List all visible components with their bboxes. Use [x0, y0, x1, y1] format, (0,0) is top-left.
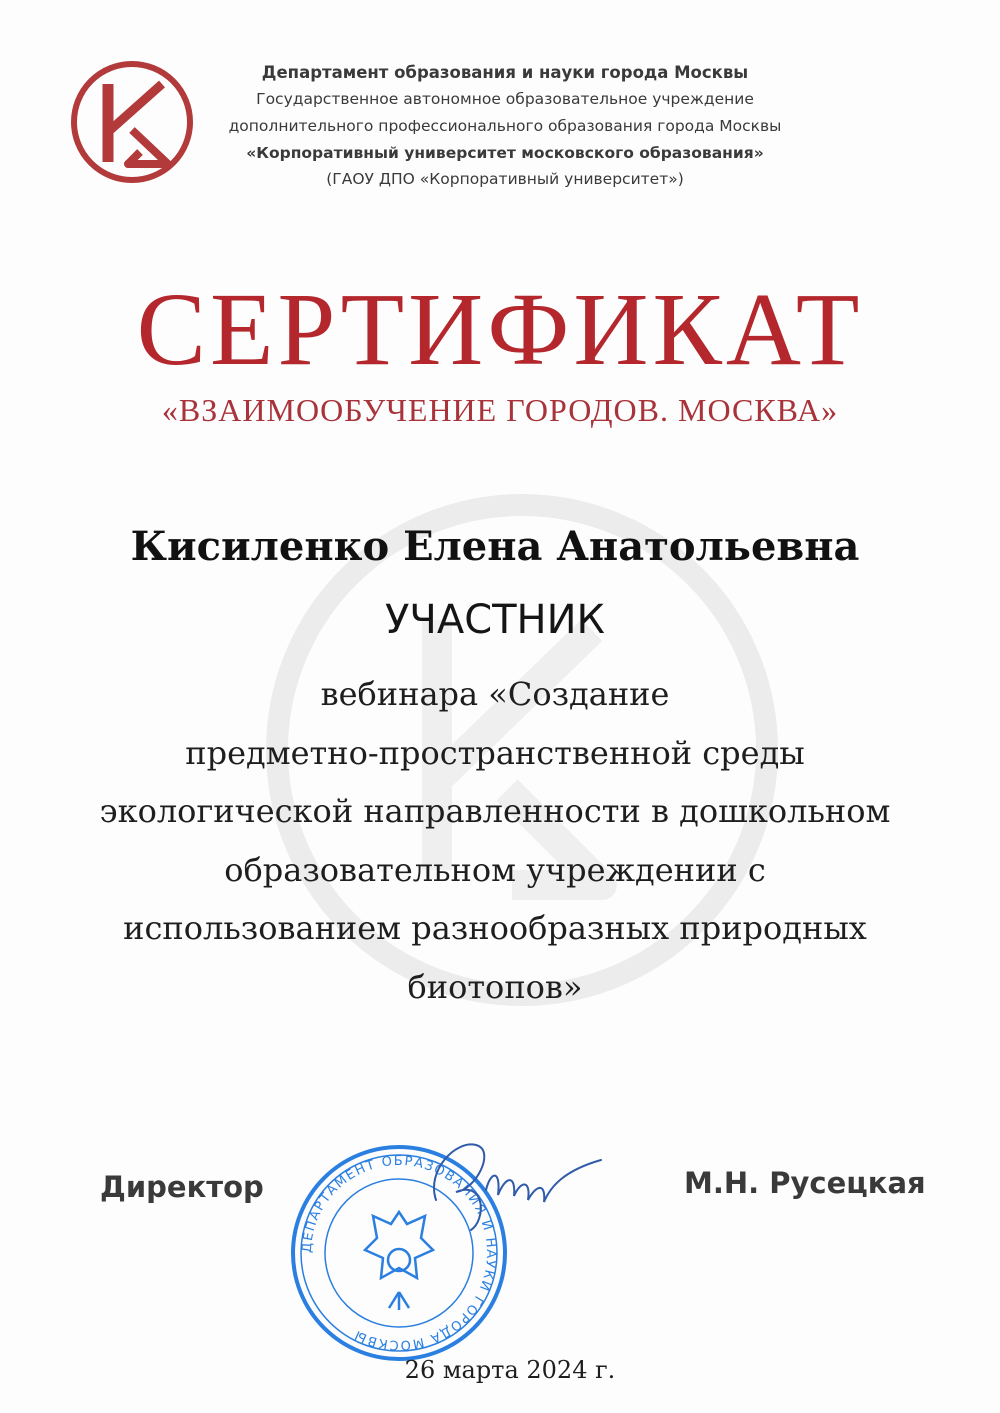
issue-date: 26 марта 2024 г. [404, 1356, 616, 1384]
institution-type: Государственное автономное образовательное учреждение [256, 90, 754, 108]
description-line: экологической направленности в дошкольном [99, 792, 891, 830]
seal-text: ДЕПАРТАМЕНТ ОБРАЗОВАНИЯ И НАУКИ ГОРОДА МОСКВЫ [299, 1153, 499, 1353]
university-logo-icon [68, 58, 196, 186]
director-signature [416, 1130, 606, 1240]
recipient-role: УЧАСТНИК [385, 597, 605, 643]
description-line: использованием разнообразных природных [123, 909, 867, 947]
institution-abbrev: (ГАОУ ДПО «Корпоративный университет») [326, 170, 684, 188]
institution-name: «Корпоративный университет московского образования» [246, 144, 764, 162]
description-line: биотопов» [407, 967, 583, 1006]
description-line: вебинара «Создание [320, 675, 670, 713]
certificate-subtitle: «ВЗАИМООБУЧЕНИЕ ГОРОДОВ. МОСКВА» [161, 392, 839, 428]
recipient-name: Кисиленко Елена Анатольевна [130, 523, 860, 570]
institution-scope: дополнительного профессионального образования города Москвы [228, 117, 782, 135]
description-line: предметно-пространственной среды [185, 733, 805, 772]
organization-header [200, 60, 810, 193]
description-line: образовательном учреждении с [224, 850, 766, 889]
director-name: М.Н. Русецкая [684, 1166, 926, 1200]
director-label: Директор [100, 1170, 264, 1204]
webinar-description [30, 665, 960, 1016]
department-name: Департамент образования и науки города Москвы [261, 63, 749, 82]
certificate-title: СЕРТИФИКАТ [136, 272, 864, 387]
